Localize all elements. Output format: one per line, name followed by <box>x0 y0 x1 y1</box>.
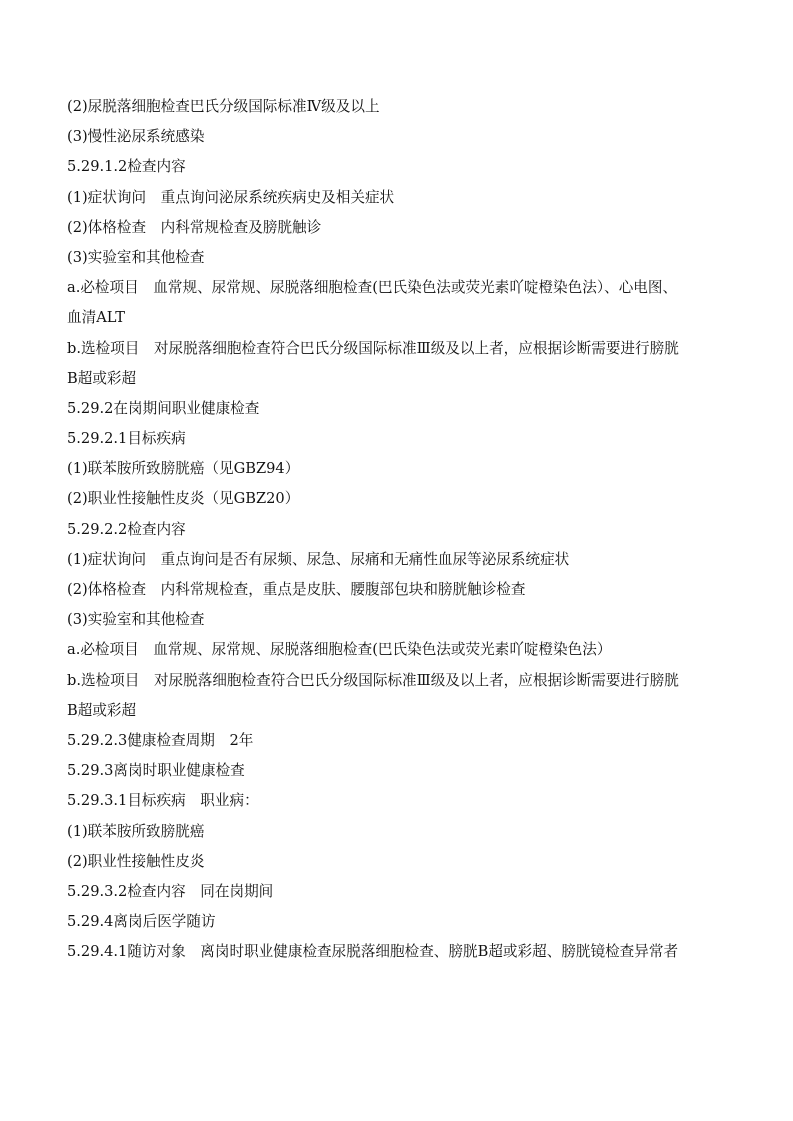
section-heading: 5.29.4离岗后医学随访 <box>67 913 216 931</box>
section-heading: 5.29.2.1目标疾病 <box>67 430 186 448</box>
document-body <box>67 92 739 967</box>
text-line: b.选检项目 对尿脱落细胞检查符合巴氏分级国际标准Ⅲ级及以上者，应根据诊断需要进行膀胱 <box>67 671 679 689</box>
text-line: b.选检项目 对尿脱落细胞检查符合巴氏分级国际标准Ⅲ级及以上者，应根据诊断需要进行膀胱 <box>67 339 679 357</box>
text-line: (1)症状询问 重点询问是否有尿频、尿急、尿痛和无痛性血尿等泌尿系统症状 <box>67 550 570 568</box>
text-line: (2)体格检查 内科常规检查及膀胱触诊 <box>67 218 322 236</box>
section-heading: 5.29.2.3健康检查周期 2年 <box>67 731 254 749</box>
text-line: (1)联苯胺所致膀胱癌（见GBZ94） <box>67 460 300 478</box>
text-line: B超或彩超 <box>67 369 137 387</box>
text-line: (2)尿脱落细胞检查巴氏分级国际标准Ⅳ级及以上 <box>67 98 380 115</box>
text-line: (3)慢性泌尿系统感染 <box>67 128 205 146</box>
text-line: (2)职业性接触性皮炎（见GBZ20） <box>67 490 300 508</box>
section-heading: 5.29.2在岗期间职业健康检查 <box>67 399 260 417</box>
section-heading: 5.29.3.2检查内容 同在岗期间 <box>67 882 274 900</box>
text-line: a.必检项目 血常规、尿常规、尿脱落细胞检查(巴氏染色法或荧光素吖啶橙染色法）、心电图、 <box>67 279 678 297</box>
section-heading: 5.29.4.1随访对象 离岗时职业健康检查尿脱落细胞检查、膀胱B超或彩超、膀胱镜检查异常者 <box>67 943 679 961</box>
text-line: B超或彩超 <box>67 701 137 719</box>
section-heading: 5.29.1.2检查内容 <box>67 158 186 176</box>
text-line: a.必检项目 血常规、尿常规、尿脱落细胞检查(巴氏染色法或荧光素吖啶橙染色法） <box>67 641 612 659</box>
text-line: (1)联苯胺所致膀胱癌 <box>67 822 205 840</box>
text-line: (3)实验室和其他检查 <box>67 248 205 266</box>
text-line: (2)体格检查 内科常规检查，重点是皮肤、腰腹部包块和膀胱触诊检查 <box>67 581 526 598</box>
text-line: (2)职业性接触性皮炎 <box>67 852 205 870</box>
text-line: (3)实验室和其他检查 <box>67 611 205 629</box>
text-line: (1)症状询问 重点询问泌尿系统疾病史及相关症状 <box>67 188 395 206</box>
section-heading: 5.29.2.2检查内容 <box>67 520 186 538</box>
text-line: 血清ALT <box>67 309 125 327</box>
section-heading: 5.29.3.1目标疾病 职业病： <box>67 792 259 810</box>
section-heading: 5.29.3离岗时职业健康检查 <box>67 762 245 780</box>
